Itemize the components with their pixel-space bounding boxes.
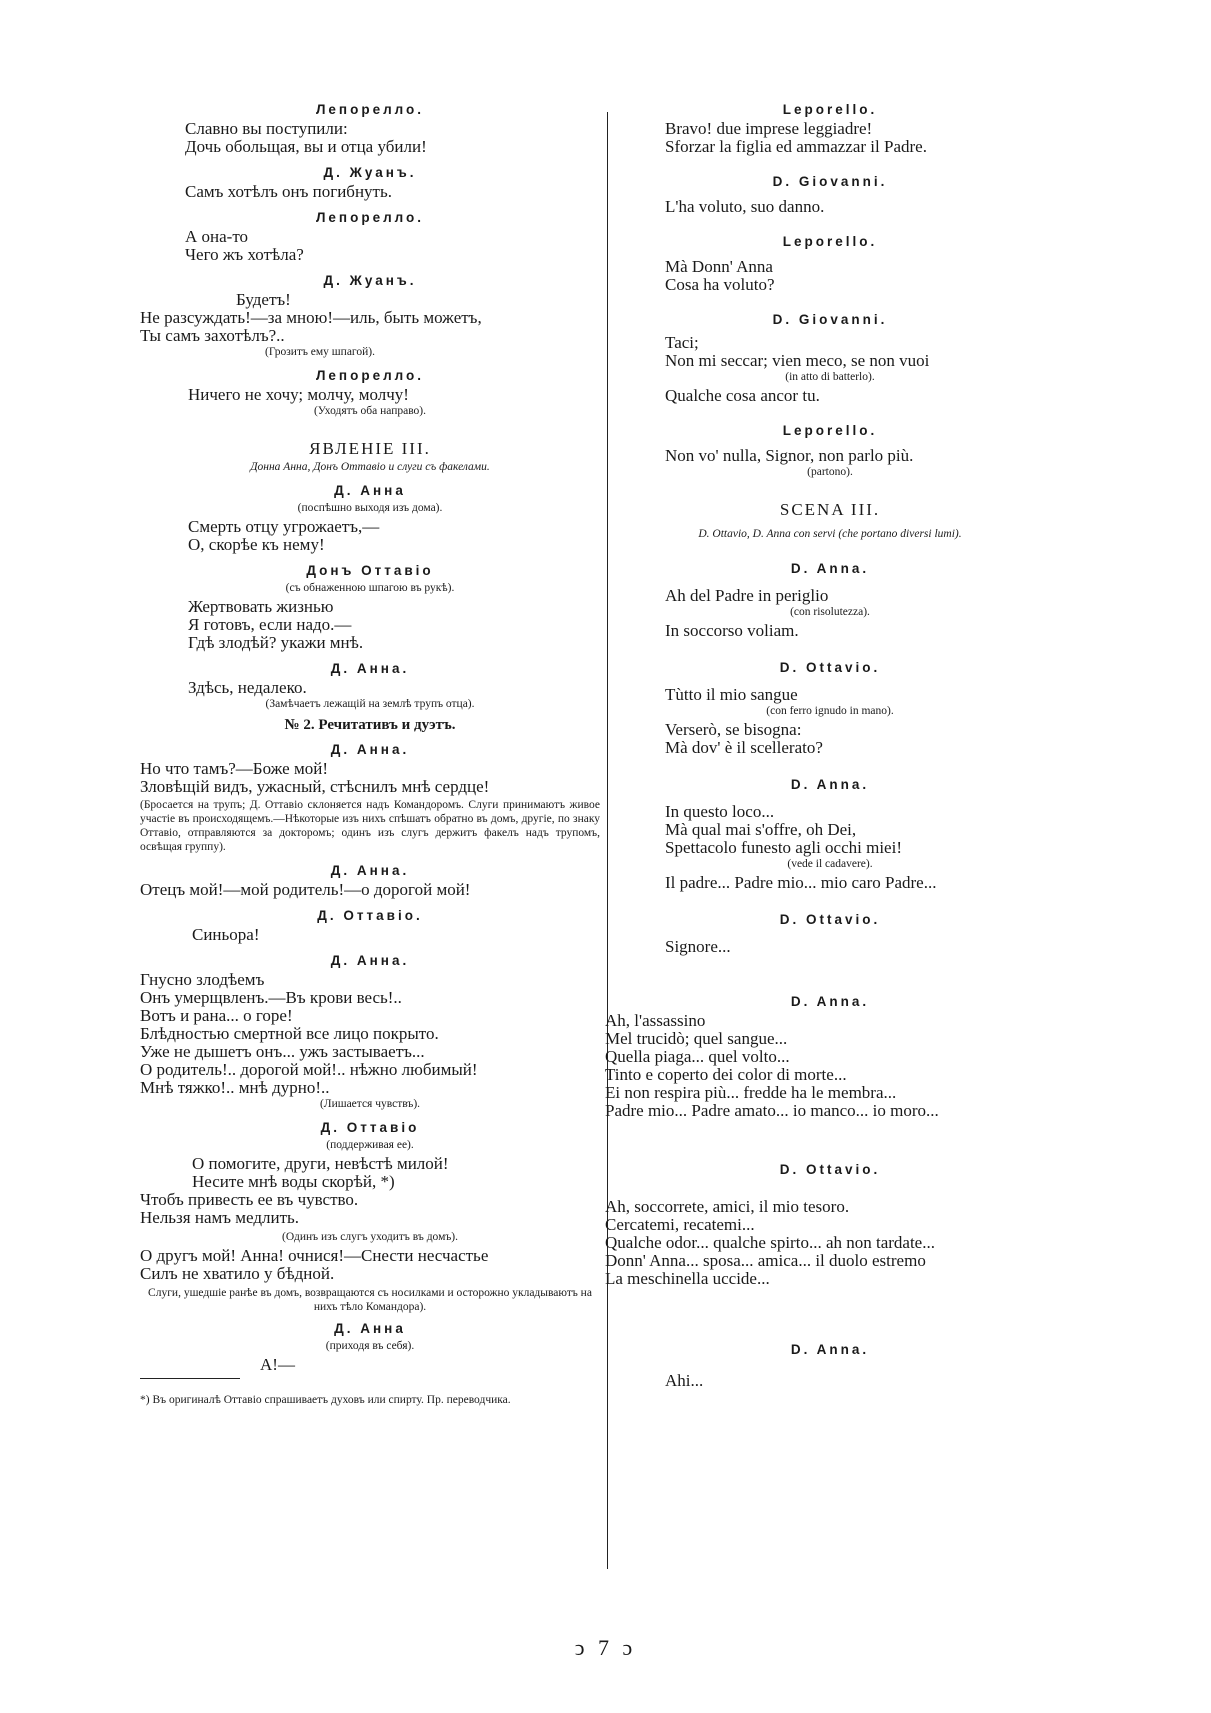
verse-line: Ничего не хочу; молчу, молчу! [188,385,409,404]
stage-direction: (приходя въ себя). [325,1340,415,1352]
verse-line: Qualche cosa ancor tu. [665,386,820,405]
stage-direction: (partono). [807,466,853,478]
verse-line: Но что тамъ?—Боже мой! [140,759,328,778]
verse-line: Гдѣ злодѣй? укажи мнѣ. [188,633,364,652]
verse-line: Уже не дышетъ онъ... ужъ застываетъ... [140,1042,425,1061]
verse-line: Cosa ha voluto? [665,275,775,294]
verse-line: Отецъ мой!—мой родитель!—о дорогой мой! [140,880,471,899]
verse-line: Ei non respira più... fredde ha le membra... [605,1083,897,1102]
verse-line: Verserò, se bisogna: [665,720,802,739]
verse-line: Синьора! [192,925,260,944]
speaker: Leporello. [782,234,878,249]
verse-line: О помогите, други, невѣстѣ милой! [192,1154,449,1173]
speaker: Д. Оттавіо. [317,908,423,923]
verse-line: Не разсуждать!—за мною!—иль, быть можетъ, [140,308,482,327]
verse-line: Здѣсь, недалеко. [188,678,307,697]
verse-line: Padre mio... Padre amato... io manco... io moro... [605,1101,939,1120]
verse-line: Taci; [665,333,699,352]
verse-line: Ahi... [665,1371,704,1390]
stage-direction: Слуги, ушедшіе ранѣе въ домъ, возвращаются съ носилками и осторожно укладываютъ на нихъ тѣло Командора). [148,1287,592,1313]
verse-line: А!— [260,1355,295,1374]
verse-line: А она-то [185,227,249,246]
stage-direction: (поспѣшно выходя изъ дома). [297,502,443,514]
verse-line: Ah, soccorrete, amici, il mio tesoro. [605,1197,850,1216]
speaker: Leporello. [782,423,878,438]
speaker: D. Anna. [790,994,870,1009]
stage-direction: (vede il cadavere). [787,858,873,870]
verse-line: О другъ мой! Анна! очнися!—Снести несчастье [140,1246,489,1265]
stage-direction: (Одинъ изъ слугъ уходитъ въ домъ). [281,1231,459,1243]
scene-title: SCENA III. [779,500,881,519]
stage-direction: (съ обнаженною шпагою въ рукѣ). [285,582,455,594]
verse-line: Donn' Anna... sposa... amica... il duolo estremo [605,1251,926,1270]
verse-line: Славно вы поступили: [185,119,348,138]
verse-line: О, скорѣе къ нему! [188,535,325,554]
verse-line: Чего жъ хотѣла? [185,245,304,264]
speaker: Д. Анна. [330,953,410,968]
speaker: D. Giovanni. [772,174,888,189]
verse-line: О родитель!.. дорогой мой!.. нѣжно любимый! [140,1060,478,1079]
verse-line: In questo loco... [665,802,775,821]
verse-line: Il padre... Padre mio... mio caro Padre... [665,873,937,892]
column-divider [607,112,608,1569]
stage-direction: (поддерживая ее). [326,1139,414,1151]
stage-direction: (in atto di batterlo). [785,371,875,383]
speaker: D. Anna. [790,1342,870,1357]
scene-subtitle: D. Ottavio, D. Anna con servi (che portano diversi lumi). [698,528,962,540]
verse-line: Нельзя намъ медлить. [140,1208,300,1227]
verse-line: Spettacolo funesto agli occhi miei! [665,838,902,857]
verse-line: Mà Donn' Anna [665,257,773,276]
speaker: D. Anna. [790,777,870,792]
speaker: Д. Анна. [330,863,410,878]
verse-line: Cercatemi, recatemi... [605,1215,755,1234]
verse-line: Самъ хотѣлъ онъ погибнуть. [185,182,392,201]
speaker: Д. Анна [334,1321,406,1336]
stage-direction: (con risolutezza). [790,606,870,618]
verse-line: Non mi seccar; vien meco, se non vuoi [665,351,930,370]
verse-line: Quella piaga... quel volto... [605,1047,790,1066]
footnote: *) Въ оригиналѣ Оттавіо спрашиваетъ духовъ или спирту. Пр. переводчика. [140,1394,511,1406]
verse-line: Жертвовать жизнью [188,597,334,616]
verse-line: Онъ умерщвленъ.—Въ крови весь!.. [140,988,402,1007]
verse-line: Ты самъ захотѣлъ?.. [140,326,285,345]
verse-line: Зловѣщій видъ, ужасный, стѣснилъ мнѣ сердце! [140,777,490,796]
speaker: Д. Анна. [330,742,410,757]
speaker: Д. Оттавіо [320,1120,420,1135]
speaker: Д. Анна [334,483,406,498]
page-number: ↄ 7 ɔ [574,1635,637,1660]
speaker: Лепорелло. [315,210,425,225]
verse-line: Non vo' nulla, Signor, non parlo più. [665,446,914,465]
stage-direction: (Замѣчаетъ лежащій на землѣ трупъ отца). [265,698,475,710]
verse-line: L'ha voluto, suo danno. [665,197,825,216]
verse-line: In soccorso voliam. [665,621,799,640]
verse-line: Будетъ! [236,290,291,309]
stage-direction: (Бросается на трупъ; Д. Оттавіо склоняется надъ Командоромъ. Слуги принимаютъ живое участіе въ происходящемъ.—Нѣкоторые изъ нихъ спѣшатъ обратно въ домъ, другіе, по знаку Оттавіо, отправляются за докторомъ; одинъ изъ слугъ держитъ факелъ надъ трупомъ, освѣщая группу). [140,799,600,853]
speaker: D. Ottavio. [779,1162,881,1177]
verse-line: Смерть отцу угрожаетъ,— [188,517,380,536]
verse-line: La meschinella uccide... [605,1269,770,1288]
verse-line: Tùtto il mio sangue [665,685,798,704]
verse-line: Mà dov' è il scellerato? [665,738,823,757]
footnote-rule [140,1378,240,1379]
verse-line: Силъ не хватило у бѣдной. [140,1264,335,1283]
verse-line: Вотъ и рана... о горе! [140,1006,293,1025]
speaker: Д. Анна. [330,661,410,676]
speaker: Донъ Оттавіо [306,563,434,578]
verse-line: Sforzar la figlia ed ammazzar il Padre. [665,137,927,156]
stage-direction: (Лишается чувствъ). [319,1098,421,1110]
verse-line: Гнусно злодѣемъ [140,970,265,989]
speaker: Лепорелло. [315,102,425,117]
italian-column [605,100,1045,1390]
speaker: D. Ottavio. [779,912,881,927]
stage-direction: (Грозитъ ему шпагой). [265,346,375,358]
verse-line: Я готовъ, если надо.— [188,615,352,634]
speaker: Leporello. [782,102,878,117]
stage-direction: (Уходятъ оба направо). [313,405,427,417]
speaker: Д. Жуанъ. [323,165,417,180]
verse-line: Чтобъ привесть ее въ чувство. [140,1190,359,1209]
scene-title: ЯВЛЕНІЕ III. [309,439,431,458]
verse-line: Мнѣ тяжко!.. мнѣ дурно!.. [140,1078,330,1097]
verse-line: Qualche odor... qualche spirto... ah non tardate... [605,1233,935,1252]
speaker: D. Anna. [790,561,870,576]
verse-line: Signore... [665,937,731,956]
speaker: Д. Жуанъ. [323,273,417,288]
speaker: D. Giovanni. [772,312,888,327]
scene-subtitle: Донна Анна, Донъ Оттавіо и слуги съ факелами. [250,461,490,473]
speaker: D. Ottavio. [779,660,881,675]
verse-line: Mel trucidò; quel sangue... [605,1029,788,1048]
verse-line: Tinto e coperto dei color di morte... [605,1065,847,1084]
verse-line: Несите мнѣ воды скорѣй, *) [192,1172,395,1191]
verse-line: Mà qual mai s'offre, oh Dei, [665,820,857,839]
russian-column [140,100,600,1407]
speaker: Лепорелло. [315,368,425,383]
verse-line: Ah, l'assassino [605,1011,706,1030]
verse-line: Ah del Padre in periglio [665,586,829,605]
verse-line: Дочь обольщая, вы и отца убили! [185,137,427,156]
number-title: № 2. Речитативъ и дуэтъ. [284,717,456,733]
verse-line: Bravo! due imprese leggiadre! [665,119,873,138]
stage-direction: (con ferro ignudo in mano). [766,705,894,717]
verse-line: Блѣдностью смертной все лицо покрыто. [140,1024,439,1043]
